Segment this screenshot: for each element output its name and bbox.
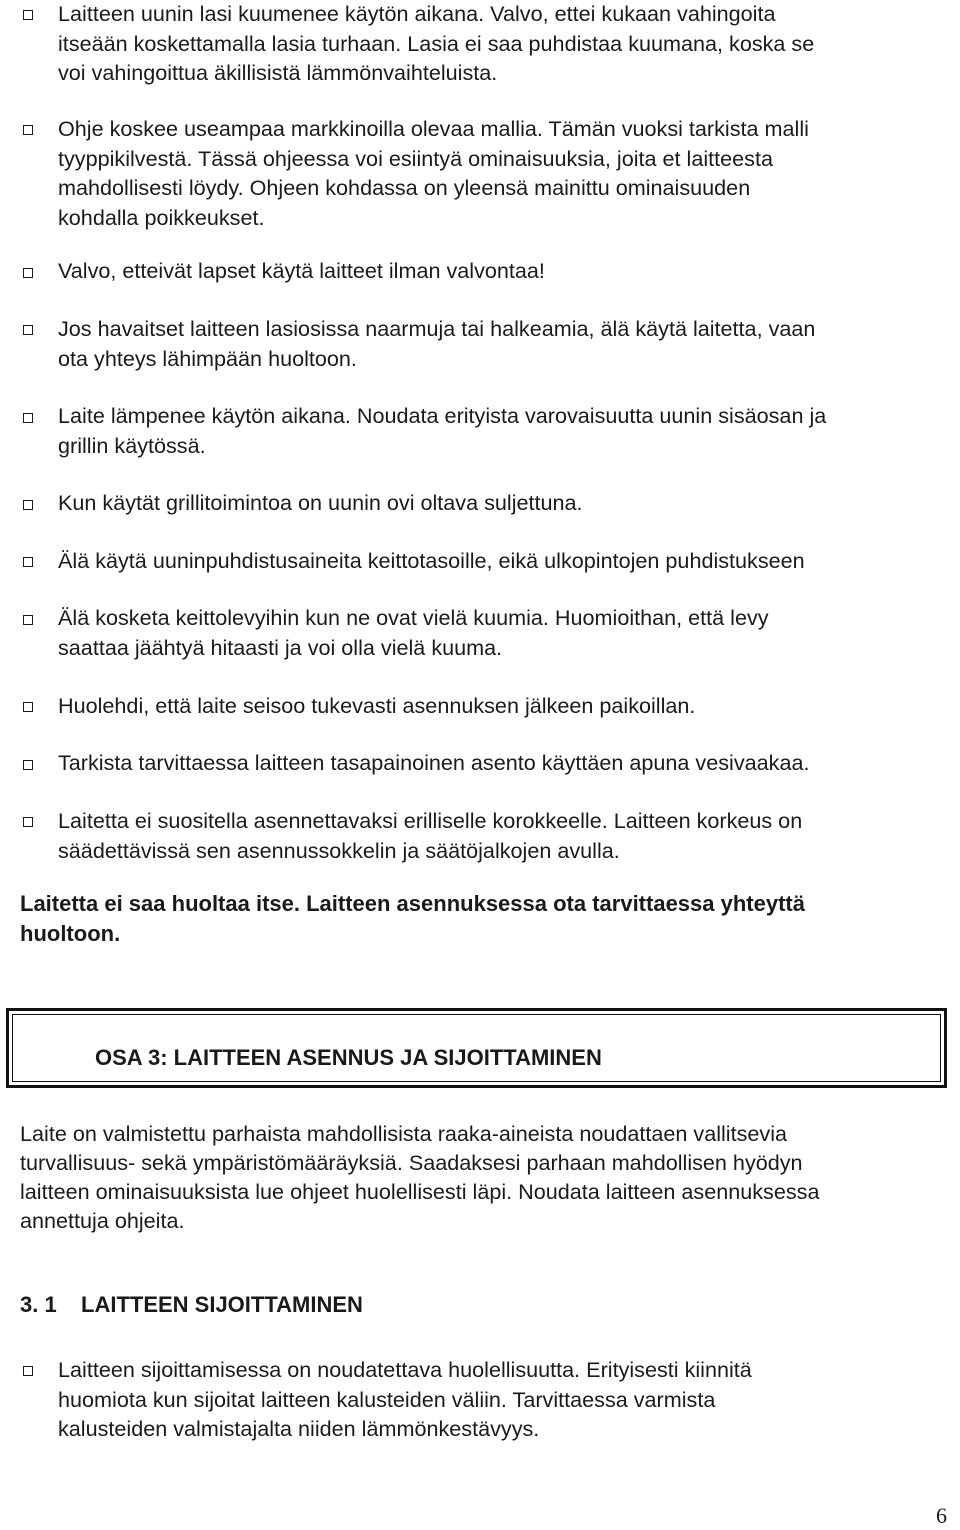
section-title: OSA 3: LAITTEEN ASENNUS JA SIJOITTAMINEN <box>95 1045 602 1070</box>
checkbox-bullet-icon <box>23 557 33 567</box>
checkbox-bullet-icon <box>23 413 33 423</box>
list-item-text: Laite lämpenee käytön aikana. Noudata erityista varovaisuutta uunin sisäosan ja grillin käytössä. <box>58 403 827 458</box>
list-item-text: Jos havaitset laitteen lasiosissa naarmuja tai halkeamia, älä käytä laitetta, vaan ota yhteys lähimpään huoltoon. <box>58 316 816 371</box>
checkbox-bullet-icon <box>23 268 33 278</box>
checkbox-bullet-icon <box>23 702 33 712</box>
list-item-text: Laitetta ei suositella asennettavaksi erilliselle korokkeelle. Laitteen korkeus on säädettävissä sen asennussokkelin ja säätöjalkojen avulla. <box>58 808 803 863</box>
subsection-heading <box>20 1290 363 1320</box>
checkbox-bullet-icon <box>23 1366 33 1376</box>
intro-paragraph: Laite on valmistettu parhaista mahdollisista raaka-aineista noudattaen vallitsevia turvallisuus- sekä ympäristömääräyksiä. Saadaksesi parhaan mahdollisen hyödyn laitteen ominaisuuksista lue ohjeet huolellisesti läpi. Noudata laitteen asennuksessa annettuja ohjeita. <box>20 1121 820 1233</box>
checkbox-bullet-icon <box>23 325 33 335</box>
subsection-title: LAITTEEN SIJOITTAMINEN <box>81 1292 363 1317</box>
checkbox-bullet-icon <box>23 615 33 625</box>
list-item-text: Älä kosketa keittolevyihin kun ne ovat vielä kuumia. Huomioithan, että levy saattaa jäähtyä hitaasti ja voi olla vielä kuuma. <box>58 605 769 660</box>
list-item-text: Älä käytä uuninpuhdistusaineita keittotasoille, eikä ulkopintojen puhdistukseen <box>58 548 805 573</box>
list-item-text: Valvo, etteivät lapset käytä laitteet ilman valvontaa! <box>58 258 545 283</box>
list-item-text: Ohje koskee useampaa markkinoilla olevaa mallia. Tämän vuoksi tarkista malli tyyppikilvestä. Tässä ohjeessa voi esiintyä ominaisuuksia, joita et laitteesta mahdollisesti löydy. Ohjeen kohdassa on yleensä mainittu ominaisuuden kohdalla poikkeukset. <box>58 116 809 230</box>
list-item-text: Huolehdi, että laite seisoo tukevasti asennuksen jälkeen paikoillan. <box>58 693 696 718</box>
checkbox-bullet-icon <box>23 500 33 510</box>
subsection-number: 3. 1 <box>20 1292 57 1317</box>
list-item-text: Laitteen uunin lasi kuumenee käytön aikana. Valvo, ettei kukaan vahingoita itseään koskettamalla lasia turhaan. Lasia ei saa puhdistaa kuumana, koska se voi vahingoittua äkillisistä lämmönvaihteluista. <box>58 1 815 85</box>
checkbox-bullet-icon <box>23 760 33 770</box>
list-item-text: Laitteen sijoittamisessa on noudatettava huolellisuutta. Erityisesti kiinnitä huomiota kun sijoitat laitteen kalusteiden väliin. Tarvittaessa varmista kalusteiden valmistajalta niiden lämmönkestävyys. <box>58 1357 752 1441</box>
page-number: 6 <box>936 1503 947 1528</box>
checkbox-bullet-icon <box>23 125 33 135</box>
service-warning: Laitetta ei saa huoltaa itse. Laitteen asennuksessa ota tarvittaessa yhteyttä huoltoon. <box>20 891 805 946</box>
checkbox-bullet-icon <box>23 817 33 827</box>
list-item-text: Tarkista tarvittaessa laitteen tasapainoinen asento käyttäen apuna vesivaakaa. <box>58 750 810 775</box>
list-item-text: Kun käytät grillitoimintoa on uunin ovi oltava suljettuna. <box>58 490 583 515</box>
checkbox-bullet-icon <box>23 10 33 20</box>
